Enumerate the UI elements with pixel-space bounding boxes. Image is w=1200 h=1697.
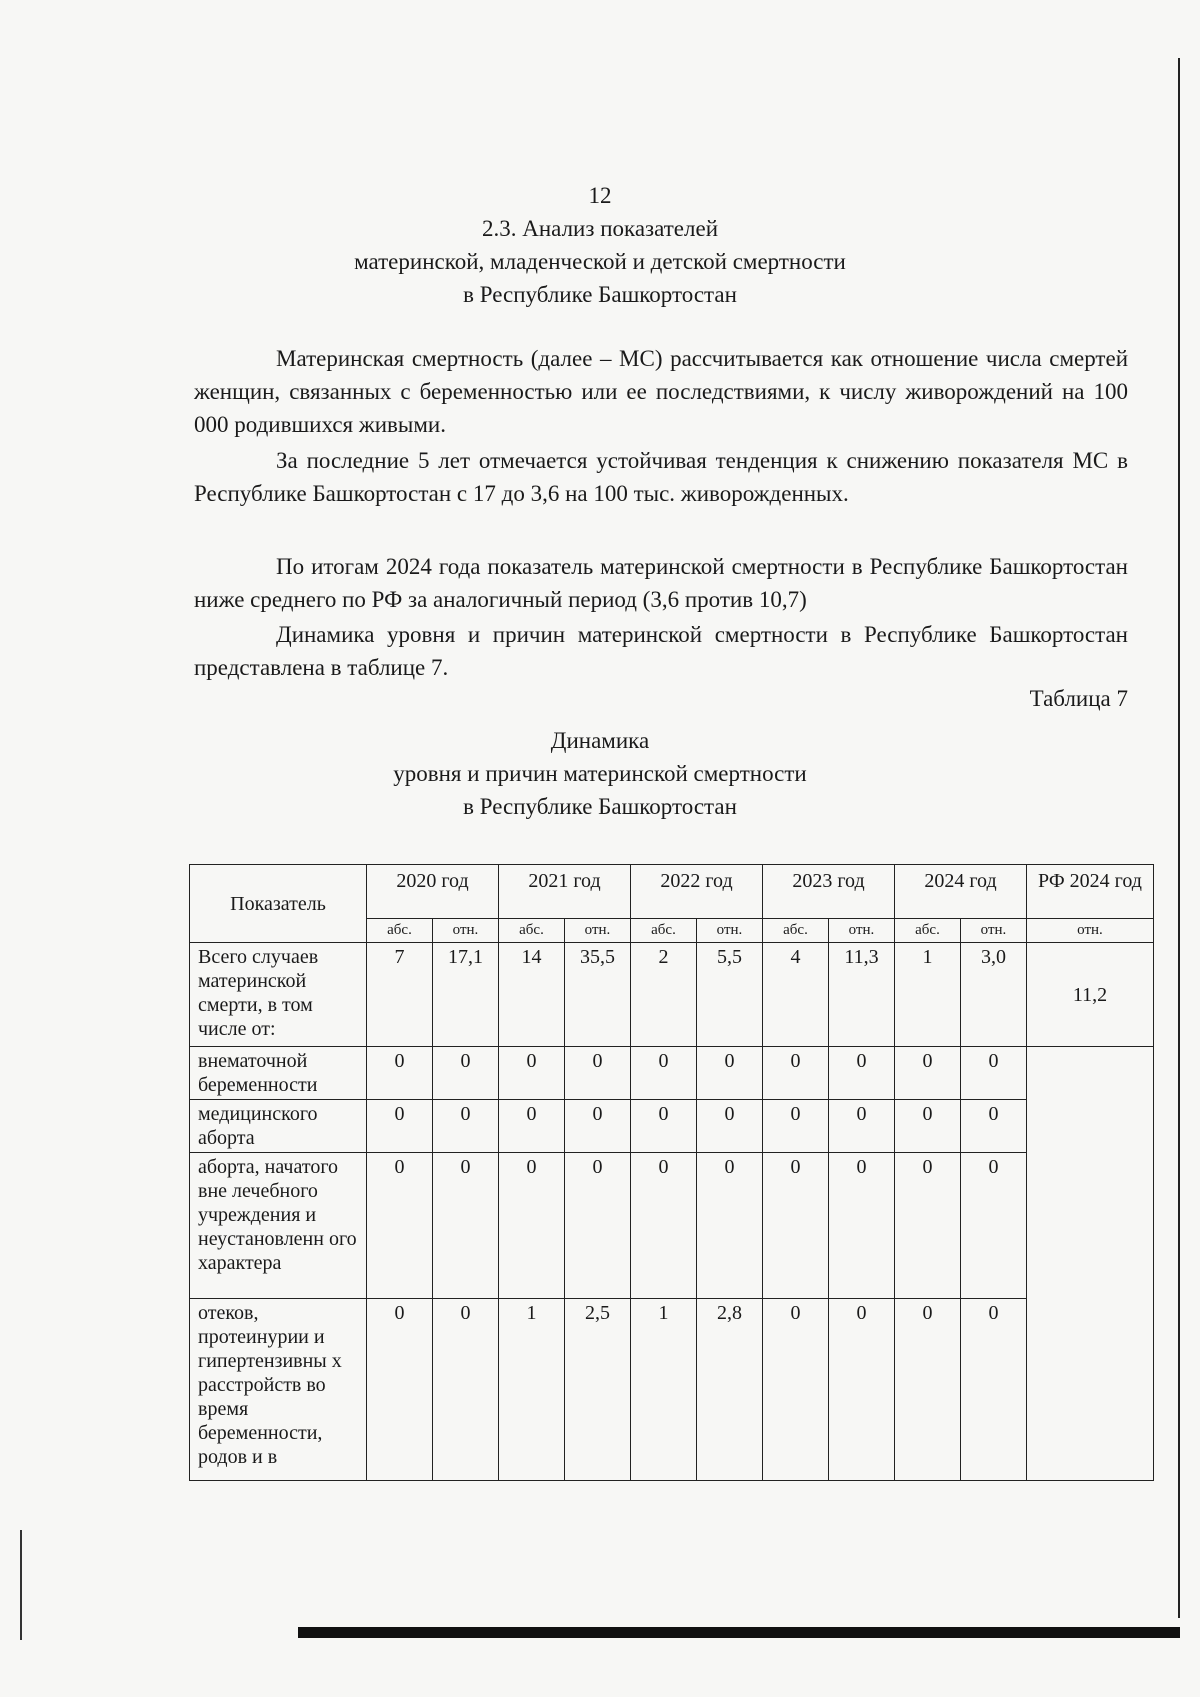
header-indicator: Показатель	[190, 865, 367, 943]
cell-value: 0	[961, 1100, 1027, 1153]
header-rf-year: РФ 2024 год	[1027, 865, 1154, 919]
row-label: медицинского аборта	[190, 1100, 367, 1153]
cell-value: 2,8	[697, 1299, 763, 1481]
cell-value: 0	[499, 1100, 565, 1153]
cell-value: 0	[763, 1100, 829, 1153]
cell-value: 11,3	[829, 943, 895, 1047]
cell-value: 0	[631, 1100, 697, 1153]
caption-line: уровня и причин материнской смертности	[393, 761, 807, 786]
cell-value: 1	[499, 1299, 565, 1481]
header-year: 2021 год	[499, 865, 631, 919]
cell-value: 1	[631, 1299, 697, 1481]
subheader-rf-rel: отн.	[1027, 919, 1154, 943]
table-row	[190, 1047, 1154, 1100]
row-label: внематочной беременности	[190, 1047, 367, 1100]
paragraph: Динамика уровня и причин материнской смертности в Республике Башкортостан представлена в таблице 7.	[194, 622, 1128, 680]
cell-value: 0	[367, 1153, 433, 1299]
cell-value: 0	[433, 1047, 499, 1100]
subheader-abs: абс.	[499, 919, 565, 943]
maternal-mortality-table	[189, 864, 1154, 1481]
subheader-abs: абс.	[763, 919, 829, 943]
table-row	[190, 1299, 1154, 1481]
row-label: Всего случаев материнской смерти, в том числе от:	[190, 943, 367, 1047]
cell-value: 0	[697, 1153, 763, 1299]
cell-value: 0	[433, 1299, 499, 1481]
cell-value: 0	[763, 1047, 829, 1100]
header-year: 2023 год	[763, 865, 895, 919]
paragraph: За последние 5 лет отмечается устойчивая тенденция к снижению показателя МС в Республике Башкортостан с 17 до 3,6 на 100 тыс. живорожденных.	[194, 448, 1128, 506]
paragraph: Материнская смертность (далее – МС) рассчитывается как отношение числа смертей женщин, связанных с беременностью или ее последствиями, к числу живорождений на 100 000 родившихся живыми.	[194, 346, 1128, 437]
subheader-rel: отн.	[829, 919, 895, 943]
subheader-abs: абс.	[895, 919, 961, 943]
cell-value: 0	[895, 1100, 961, 1153]
cell-value: 0	[631, 1153, 697, 1299]
cell-value: 17,1	[433, 943, 499, 1047]
subheader-rel: отн.	[433, 919, 499, 943]
row-label: аборта, начатого вне лечебного учреждения и неустановленн ого характера	[190, 1153, 367, 1299]
subheader-rel: отн.	[697, 919, 763, 943]
cell-value: 0	[565, 1047, 631, 1100]
cell-value: 1	[895, 943, 961, 1047]
cell-value: 3,0	[961, 943, 1027, 1047]
cell-value: 0	[829, 1047, 895, 1100]
cell-value: 0	[367, 1299, 433, 1481]
caption-line: в Республике Башкортостан	[463, 794, 737, 819]
cell-value: 2,5	[565, 1299, 631, 1481]
table-header-row	[190, 865, 1154, 919]
cell-value: 0	[367, 1100, 433, 1153]
cell-value: 0	[895, 1047, 961, 1100]
cell-value: 0	[565, 1100, 631, 1153]
cell-value: 5,5	[697, 943, 763, 1047]
cell-value: 0	[763, 1299, 829, 1481]
cell-rf-value: 11,2	[1027, 943, 1154, 1047]
caption-line: Динамика	[550, 728, 650, 753]
cell-value: 7	[367, 943, 433, 1047]
cell-value: 35,5	[565, 943, 631, 1047]
subheader-abs: абс.	[367, 919, 433, 943]
section-title-line: материнской, младенческой и детской смертности	[354, 249, 846, 274]
cell-value: 0	[697, 1100, 763, 1153]
row-label: отеков, протеинурии и гипертензивны х расстройств во время беременности, родов и в	[190, 1299, 367, 1481]
header-year: 2024 год	[895, 865, 1027, 919]
cell-value: 4	[763, 943, 829, 1047]
paragraph: По итогам 2024 года показатель материнской смертности в Республике Башкортостан ниже среднего по РФ за аналогичный период (3,6 против 10,7)	[194, 554, 1128, 612]
cell-value: 0	[499, 1153, 565, 1299]
table-caption	[0, 724, 1200, 823]
cell-value: 0	[895, 1153, 961, 1299]
cell-rf-empty	[1027, 1047, 1154, 1481]
cell-value: 0	[961, 1299, 1027, 1481]
cell-value: 0	[433, 1153, 499, 1299]
cell-value: 0	[763, 1153, 829, 1299]
cell-value: 14	[499, 943, 565, 1047]
page-number: 12	[588, 183, 612, 208]
cell-value: 0	[895, 1299, 961, 1481]
scan-edge-mark	[20, 1530, 22, 1640]
subheader-rel: отн.	[961, 919, 1027, 943]
cell-value: 0	[961, 1047, 1027, 1100]
subheader-abs: абс.	[631, 919, 697, 943]
cell-value: 0	[367, 1047, 433, 1100]
cell-value: 2	[631, 943, 697, 1047]
cell-value: 0	[631, 1047, 697, 1100]
section-title-line: 2.3. Анализ показателей	[482, 216, 718, 241]
table-row-total	[190, 943, 1154, 1047]
cell-value: 0	[961, 1153, 1027, 1299]
cell-value: 0	[829, 1153, 895, 1299]
table-row	[190, 1153, 1154, 1299]
section-title-line: в Республике Башкортостан	[463, 282, 737, 307]
cell-value: 0	[829, 1299, 895, 1481]
section-title	[0, 212, 1200, 311]
header-year: 2020 год	[367, 865, 499, 919]
scan-bottom-bar	[298, 1627, 1180, 1638]
header-year: 2022 год	[631, 865, 763, 919]
cell-value: 0	[499, 1047, 565, 1100]
cell-value: 0	[829, 1100, 895, 1153]
subheader-rel: отн.	[565, 919, 631, 943]
cell-value: 0	[697, 1047, 763, 1100]
table-row	[190, 1100, 1154, 1153]
table-label: Таблица 7	[1029, 686, 1128, 711]
cell-value: 0	[433, 1100, 499, 1153]
cell-value: 0	[565, 1153, 631, 1299]
